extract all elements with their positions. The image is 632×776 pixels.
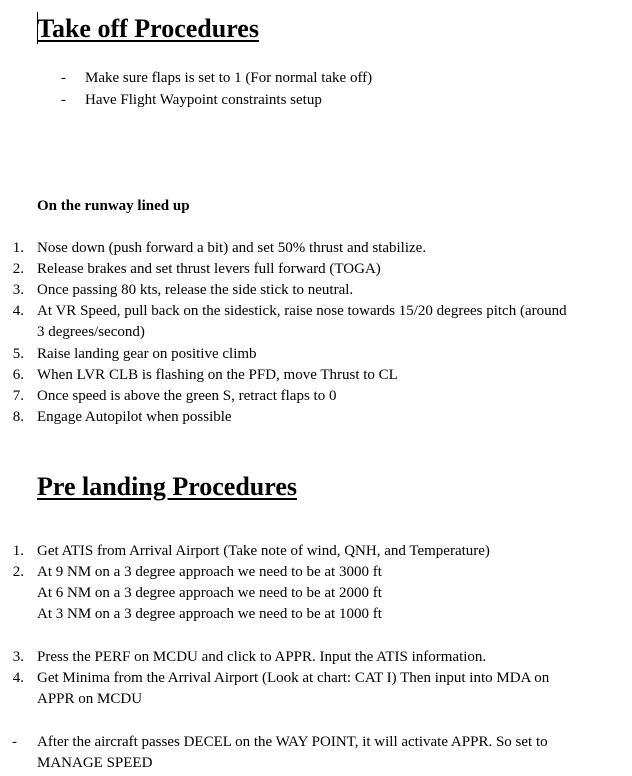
list-number: 3. <box>12 649 24 665</box>
list-number: 4. <box>12 303 24 319</box>
list-number: 4. <box>12 670 24 686</box>
bullet-text: Make sure flaps is set to 1 (For normal take off) <box>85 70 373 86</box>
list-text: Nose down (push forward a bit) and set 50% thrust and stabilize. <box>37 240 427 256</box>
note-dash: - <box>12 734 17 750</box>
note-text: After the aircraft passes DECEL on the WAY POINT, it will activate APPR. So set to <box>37 734 548 750</box>
list-text: At 9 NM on a 3 degree approach we need to be at 3000 ft <box>37 564 382 580</box>
list-text: Once passing 80 kts, release the side stick to neutral. <box>37 282 354 298</box>
list-text-continued: At 6 NM on a 3 degree approach we need to be at 2000 ft <box>37 585 382 601</box>
bullet-dash: - <box>61 70 66 86</box>
list-number: 1. <box>12 240 24 256</box>
bullet-text: Have Flight Waypoint constraints setup <box>85 92 322 108</box>
list-text: Once speed is above the green S, retract flaps to 0 <box>37 388 337 404</box>
list-text: Engage Autopilot when possible <box>37 409 232 425</box>
list-number: 5. <box>12 346 24 362</box>
list-text: Raise landing gear on positive climb <box>37 346 257 362</box>
note-text-continued: MANAGE SPEED <box>37 755 153 771</box>
runway-subheading: On the runway lined up <box>37 198 190 214</box>
list-text: Press the PERF on MCDU and click to APPR. Input the ATIS information. <box>37 649 487 665</box>
list-number: 7. <box>12 388 24 404</box>
list-text-continued: At 3 NM on a 3 degree approach we need to be at 1000 ft <box>37 606 382 622</box>
list-number: 2. <box>12 261 24 277</box>
list-text: At VR Speed, pull back on the sidestick, raise nose towards 15/20 degrees pitch (around <box>37 303 567 319</box>
bullet-dash: - <box>61 92 66 108</box>
list-text: Get ATIS from Arrival Airport (Take note of wind, QNH, and Temperature) <box>37 543 490 559</box>
list-number: 6. <box>12 367 24 383</box>
list-number: 2. <box>12 564 24 580</box>
list-text: Release brakes and set thrust levers full forward (TOGA) <box>37 261 381 277</box>
list-text-continued: 3 degrees/second) <box>37 324 145 340</box>
list-number: 8. <box>12 409 24 425</box>
list-number: 1. <box>12 543 24 559</box>
list-number: 3. <box>12 282 24 298</box>
list-text-continued: APPR on MCDU <box>37 691 143 707</box>
list-text: When LVR CLB is flashing on the PFD, move Thrust to CL <box>37 367 398 383</box>
takeoff-title: Take off Procedures <box>37 14 259 43</box>
list-text: Get Minima from the Arrival Airport (Look at chart: CAT I) Then input into MDA on <box>37 670 550 686</box>
prelanding-title: Pre landing Procedures <box>37 472 297 501</box>
